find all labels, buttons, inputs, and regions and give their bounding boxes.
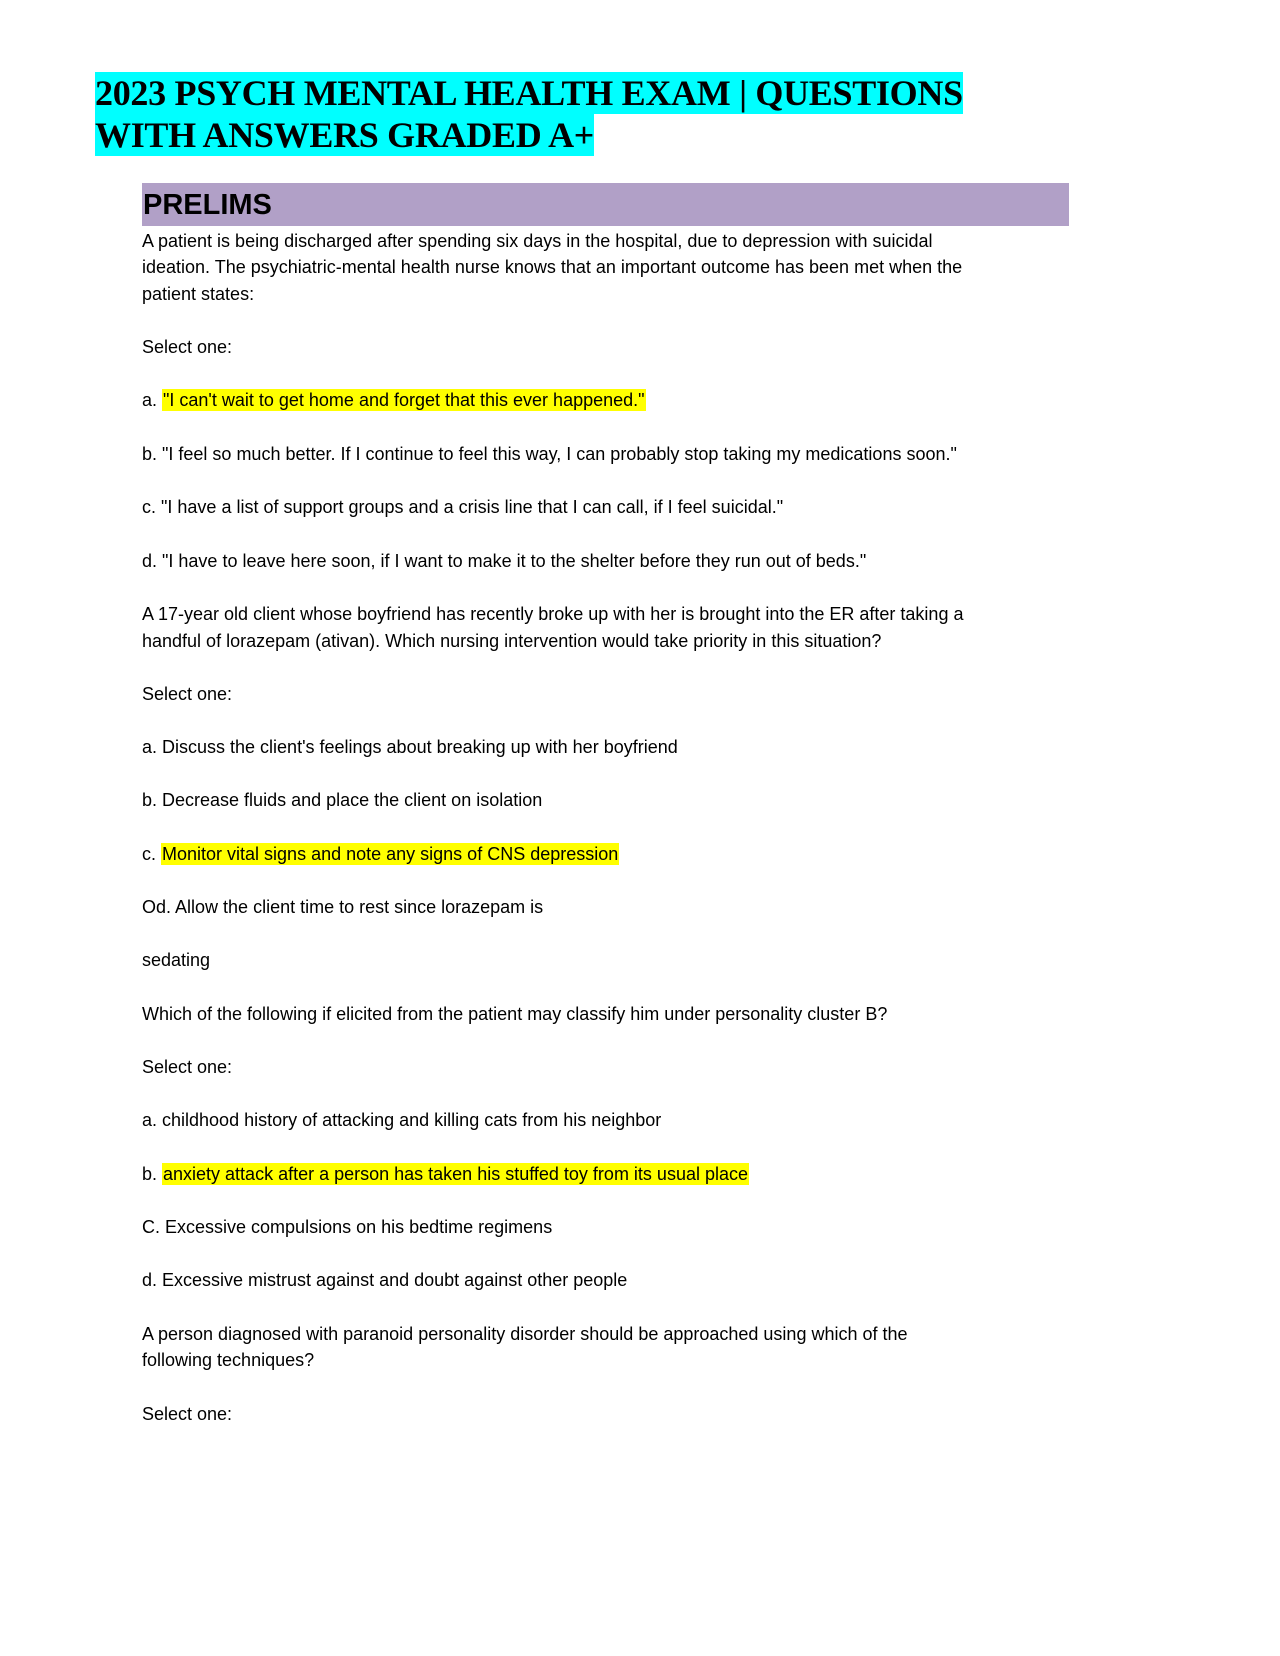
option-b bbox=[142, 788, 542, 812]
option-d bbox=[142, 895, 543, 919]
option-b bbox=[142, 1162, 749, 1186]
option-d-continuation bbox=[142, 948, 210, 972]
option-prefix: Od. bbox=[142, 897, 176, 917]
option-text: "I have a list of support groups and a crisis line that I can call, if I feel suicidal." bbox=[161, 497, 784, 517]
option-text: Decrease fluids and place the client on isolation bbox=[162, 790, 543, 810]
question-stem-line: handful of lorazepam (ativan). Which nursing intervention would take priority in this situation? bbox=[142, 631, 882, 651]
select-one-label: Select one: bbox=[142, 1057, 233, 1077]
question-stem-line: A 17-year old client whose boyfriend has recently broke up with her is brought into the ER after taking a bbox=[142, 604, 964, 624]
option-prefix: c. bbox=[142, 844, 162, 864]
option-text: childhood history of attacking and killing cats from his neighbor bbox=[162, 1110, 662, 1130]
option-c bbox=[142, 1215, 552, 1239]
option-prefix: d. bbox=[142, 1270, 163, 1290]
option-c bbox=[142, 495, 783, 519]
option-text: "I have to leave here soon, if I want to make it to the shelter before they run out of beds." bbox=[162, 551, 867, 571]
question-stem-line: following techniques? bbox=[142, 1350, 315, 1370]
select-one-label: Select one: bbox=[142, 337, 233, 357]
option-prefix: a. bbox=[142, 1110, 163, 1130]
question-stem-line: patient states: bbox=[142, 284, 255, 304]
option-prefix: a. bbox=[142, 390, 163, 410]
document-title-line-2: WITH ANSWERS GRADED A+ bbox=[95, 115, 595, 155]
option-prefix: d. bbox=[142, 551, 163, 571]
section-header bbox=[142, 183, 1069, 226]
option-prefix: C. bbox=[142, 1217, 166, 1237]
option-text: Allow the client time to rest since lorazepam is bbox=[175, 897, 544, 917]
option-text: sedating bbox=[142, 950, 211, 970]
option-a bbox=[142, 388, 646, 412]
question-stem-line: A patient is being discharged after spending six days in the hospital, due to depression with suicidal bbox=[142, 231, 933, 251]
select-one-label: Select one: bbox=[142, 684, 233, 704]
option-text: Discuss the client's feelings about breaking up with her boyfriend bbox=[162, 737, 678, 757]
option-a bbox=[142, 1108, 661, 1132]
option-prefix: b. bbox=[142, 790, 163, 810]
option-d bbox=[142, 1268, 627, 1292]
option-prefix: b. bbox=[142, 444, 163, 464]
question-stem-line: ideation. The psychiatric-mental health nurse knows that an important outcome has been met when the bbox=[142, 257, 963, 277]
option-text: Excessive compulsions on his bedtime regimens bbox=[165, 1217, 553, 1237]
question-stem-line: A person diagnosed with paranoid personality disorder should be approached using which of the bbox=[142, 1324, 908, 1344]
question-stem-line: Which of the following if elicited from the patient may classify him under personality cluster B? bbox=[142, 1004, 888, 1024]
option-a bbox=[142, 735, 678, 759]
option-text-highlighted-answer: Monitor vital signs and note any signs of CNS depression bbox=[162, 844, 619, 864]
option-text: "I feel so much better. If I continue to feel this way, I can probably stop taking my medications soon." bbox=[162, 444, 957, 464]
option-b bbox=[142, 442, 957, 466]
option-d bbox=[142, 549, 866, 573]
option-prefix: b. bbox=[142, 1164, 163, 1184]
section-header-label: PRELIMS bbox=[143, 189, 272, 221]
option-text: Excessive mistrust against and doubt against other people bbox=[162, 1270, 628, 1290]
option-c bbox=[142, 842, 619, 866]
document-title-line-1: 2023 PSYCH MENTAL HEALTH EXAM | QUESTIONS bbox=[95, 73, 963, 113]
option-prefix: c. bbox=[142, 497, 162, 517]
select-one-label: Select one: bbox=[142, 1404, 233, 1424]
option-text-highlighted-answer: "I can't wait to get home and forget that this ever happened." bbox=[163, 390, 645, 410]
option-prefix: a. bbox=[142, 737, 163, 757]
option-text-highlighted-answer: anxiety attack after a person has taken his stuffed toy from its usual place bbox=[163, 1164, 748, 1184]
